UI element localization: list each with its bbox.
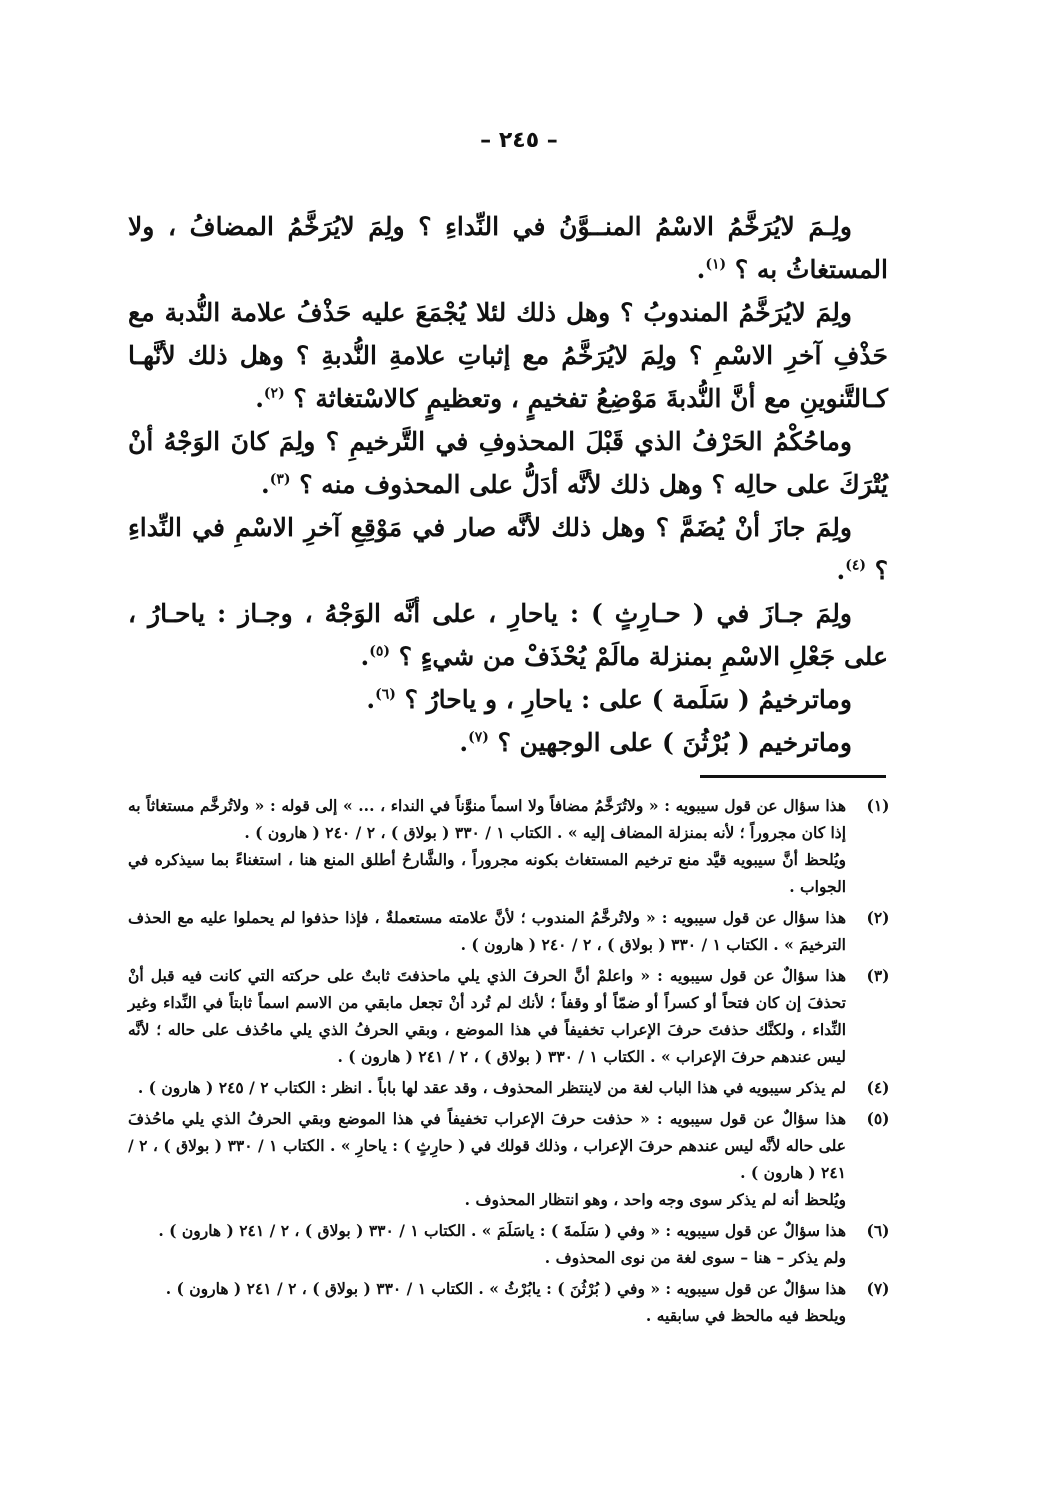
footnote-line: ولم يذكر – هنا – سوى لغة من نوى المحذوف . [544,1248,846,1267]
paragraph-end: . [459,728,469,757]
footnote-number: (٤) [866,1078,890,1097]
paragraph-end: . [360,642,370,671]
paragraph-end: . [366,685,376,714]
footnote-line: ويلحظ فيه مالحظ في سابقيه . [645,1306,846,1325]
footnotes [128,792,898,1333]
footnote-number: (٣) [866,966,890,985]
footnote-number: (٥) [866,1109,890,1128]
footnote [128,1074,898,1101]
paragraph-text: ولِمَ جـازَ في ( حـارِثٍ ) : ياحارِ ، على أنَّه الوَجْهُ ، وجـاز : ياحـارُ ، على جَعْلِ الاسْمِ بمنزلة مالَمْ يُحْذَفْ من شيءٍ ؟ [128,599,888,671]
footnote-number: (١) [866,796,890,815]
paragraph [128,205,888,291]
paragraph-text: ولِمَ لايُرَخَّمُ المندوبُ ؟ وهل ذلك لئلا يُجْمَعَ عليه حَذْفُ علامة النُّدبة مع حَذْفِ آخرِ الاسْمِ ؟ ولِمَ لايُرَخَّمُ مع إثباتِ علامةِ النُّدبةِ ؟ وهل ذلك لأنَّهـا كـالتَّنوينِ مع أنَّ النُّدبةَ مَوْضِعُ تفخيمٍ ، وتعظيمٍ كالاسْتغاثة ؟ [128,298,888,413]
paragraph [128,506,888,592]
footnote-line: هذا سؤال عن قول سيبويه : « ولاتُرخَّمُ المندوب ؛ لأنَّ علامته مستعملةٌ ، فإذا حذفوا لم يحملوا عليه مع الحذف الترخيمَ » . الكتاب ١ / ٣٣٠ ( بولاق ) ، ٢ / ٢٤٠ ( هارون ) . [128,908,846,954]
footnote-ref: (٣) [269,471,291,488]
paragraph [128,721,888,764]
paragraph-end: . [260,470,270,499]
paragraph-end: . [255,384,264,413]
footnote-number: (٦) [866,1221,890,1240]
footnote [128,792,898,900]
main-text [128,205,888,764]
footnote-number: (٢) [866,908,890,927]
footnote-line: لم يذكر سيبويه في هذا الباب لغة من لاينتظر المحذوف ، وقد عقد لها باباً . انظر : الكتاب ٢ / ٢٤٥ ( هارون ) . [137,1078,846,1097]
footnote [128,1105,898,1213]
footnote [128,962,898,1070]
paragraph [128,291,888,420]
footnote-ref: (٤) [845,557,866,574]
paragraph-end: . [836,556,846,585]
paragraph-text: وماحُكْمُ الحَرْفُ الذي قَبْلَ المحذوفِ في التَّرخيمِ ؟ ولِمَ كانَ الوَجْهُ أنْ يُتْرَكَ على حالِه ؟ وهل ذلك لأنَّه أدَلُّ على المحذوف منه ؟ [128,427,888,499]
footnote-ref: (١) [705,256,727,273]
paragraph-text: ولِـمَ لايُرَخَّمُ الاسْمُ المنــوَّنُ في النِّداءِ ؟ ولِمَ لايُرَخَّمُ المضافُ ، ولا المستغاثُ به ؟ [128,212,888,284]
footnote-line: هذا سؤال عن قول سيبويه : « ولاتُرَخَّمُ مضافاً ولا اسماً منوَّناً في النداء ، ... » إلى قوله : « ولاتُرخَّم مستغاثاً به إذا كان مجروراً ؛ لأنه بمنزلة المضاف إليه » . الكتاب ١ / ٣٣٠ ( بولاق ) ، ٢ / ٢٤٠ ( هارون ) . [128,796,846,842]
footnote [128,1217,898,1271]
paragraph-end: . [696,255,706,284]
footnote-line: ويُلحظ أنه لم يذكر سوى وجه واحد ، وهو انتظار المحذوف . [464,1190,846,1209]
paragraph-text: وماترخيمُ ( سَلَمة ) على : ياحارِ ، و ياحارُ ؟ [404,685,852,714]
footnote-line: هذا سؤالٌ عن قول سيبويه : « وفي ( بُرْثُنَ ) : يابُرْثُ » . الكتاب ١ / ٣٣٠ ( بولاق ) ، ٢ / ٢٤١ ( هارون ) . [165,1279,846,1298]
footnote-number: (٧) [866,1279,890,1298]
footnote-line: هذا سؤالٌ عن قول سيبويه : « واعلمْ أنَّ الحرفَ الذي يلي ماحذفتَ ثابتٌ على حركته التي كانت فيه قبل أنْ تحذفَ إن كان فتحاً أو كسراً أو ضمّاً أو وقفاً ؛ لأنك لم تُرد أنْ تجعل مابقي من الاسم اسماً ثابتاً في النِّداء وغير النِّداء ، ولكنَّك حذفتَ حرفَ الإعراب تخفيفاً في هذا الموضع ، وبقي الحرفُ الذي يلي ماحُذف على حاله ؛ لأنَّه ليس عندهم حرفَ الإعراب » . الكتاب ١ / ٣٣٠ ( بولاق ) ، ٢ / ٢٤١ ( هارون ) . [128,966,846,1066]
paragraph [128,420,888,506]
paragraph-text: ولِمَ جازَ أنْ يُضَمَّ ؟ وهل ذلك لأنَّه صار في مَوْقِعِ آخرِ الاسْمِ في النِّداءِ ؟ [128,513,888,585]
footnote-line: ويُلحظ أنَّ سيبويه قيَّد منع ترخيم المستغاث بكونه مجروراً ، والشَّارحُ أطلق المنع هنا ، استغناءً بما سيذكره في الجواب . [128,850,846,896]
paragraph-text: وماترخيم ( بُرْثُنَ ) على الوجهين ؟ [497,728,852,757]
footnote-line: هذا سؤالٌ عن قول سيبويه : « حذفت حرفَ الإعراب تخفيفاً في هذا الموضع وبقي الحرفُ الذي يلي ماحُذفَ على حاله لأنَّه ليس عندهم حرفَ الإعراب ، وذلك قولك في ( حارِثٍ ) : ياحارِ » . الكتاب ١ / ٣٣٠ ( بولاق ) ، ٢ / ٢٤١ ( هارون ) . [128,1109,846,1182]
paragraph [128,678,888,721]
paragraph [128,592,888,678]
footnote-ref: (٥) [369,643,390,660]
footnote-ref: (٧) [468,729,489,746]
footnote-line: هذا سؤالٌ عن قول سيبويه : « وفي ( سَلَمةَ ) : ياسَلَمَ » . الكتاب ١ / ٣٣٠ ( بولاق ) ، ٢ / ٢٤١ ( هارون ) . [158,1221,846,1240]
page-number: – ٢٤٥ – [480,128,558,153]
footnote [128,904,898,958]
footnote-separator [700,775,886,778]
footnote-ref: (٦) [375,686,396,703]
footnote-ref: (٢) [263,385,285,402]
footnote [128,1275,898,1329]
